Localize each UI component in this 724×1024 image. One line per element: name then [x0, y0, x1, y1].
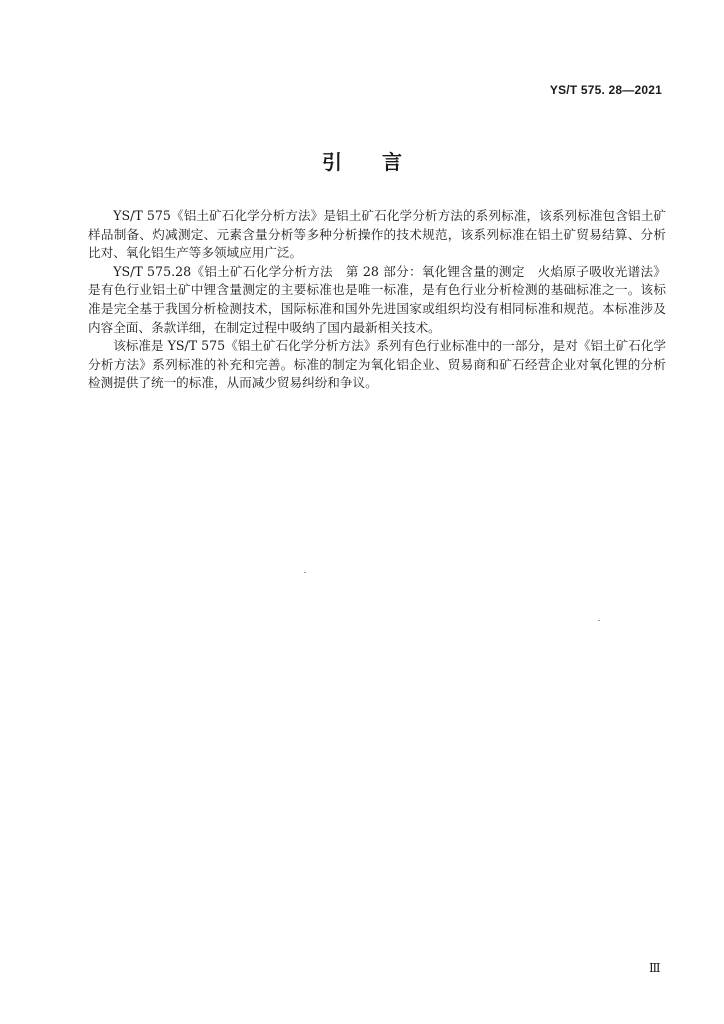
- scan-speck: [304, 572, 306, 573]
- paragraph-3: 该标准是 YS/T 575《铝土矿石化学分析方法》系列有色行业标准中的一部分，是对《铝土矿石化学分析方法》系列标准的补充和完善。标准的制定为氧化铝企业、贸易商和矿石经营企业对氧化锂的分析检测提供了统一的标准，从而减少贸易纠纷和争议。: [88, 338, 666, 391]
- paragraph-2: YS/T 575.28《铝土矿石化学分析方法 第 28 部分：氧化锂含量的测定 火焰原子吸收光谱法》是有色行业铝土矿中锂含量测定的主要标准也是唯一标准，是有色行业分析检测的基础标准之一。该标准是完全基于我国分析检测技术，国际标准和国外先进国家或组织均没有相同标准和规范。本标准涉及内容全面、条款详细，在制定过程中吸纳了国内最新相关技术。: [88, 263, 666, 335]
- scan-speck: [598, 620, 600, 621]
- page-number: Ⅲ: [649, 961, 661, 975]
- introduction-body: [88, 207, 666, 393]
- paragraph-1: YS/T 575《铝土矿石化学分析方法》是铝土矿石化学分析方法的系列标准，该系列标准包含铝土矿样品制备、灼减测定、元素含量分析等多种分析操作的技术规范，该系列标准在铝土矿贸易结算、分析比对、氧化铝生产等多领域应用广泛。: [88, 208, 666, 261]
- title-char-1: 引: [322, 150, 342, 174]
- title-char-2: 言: [382, 150, 402, 174]
- standard-code: YS/T 575. 28—2021: [549, 83, 662, 97]
- page-title: [0, 146, 724, 175]
